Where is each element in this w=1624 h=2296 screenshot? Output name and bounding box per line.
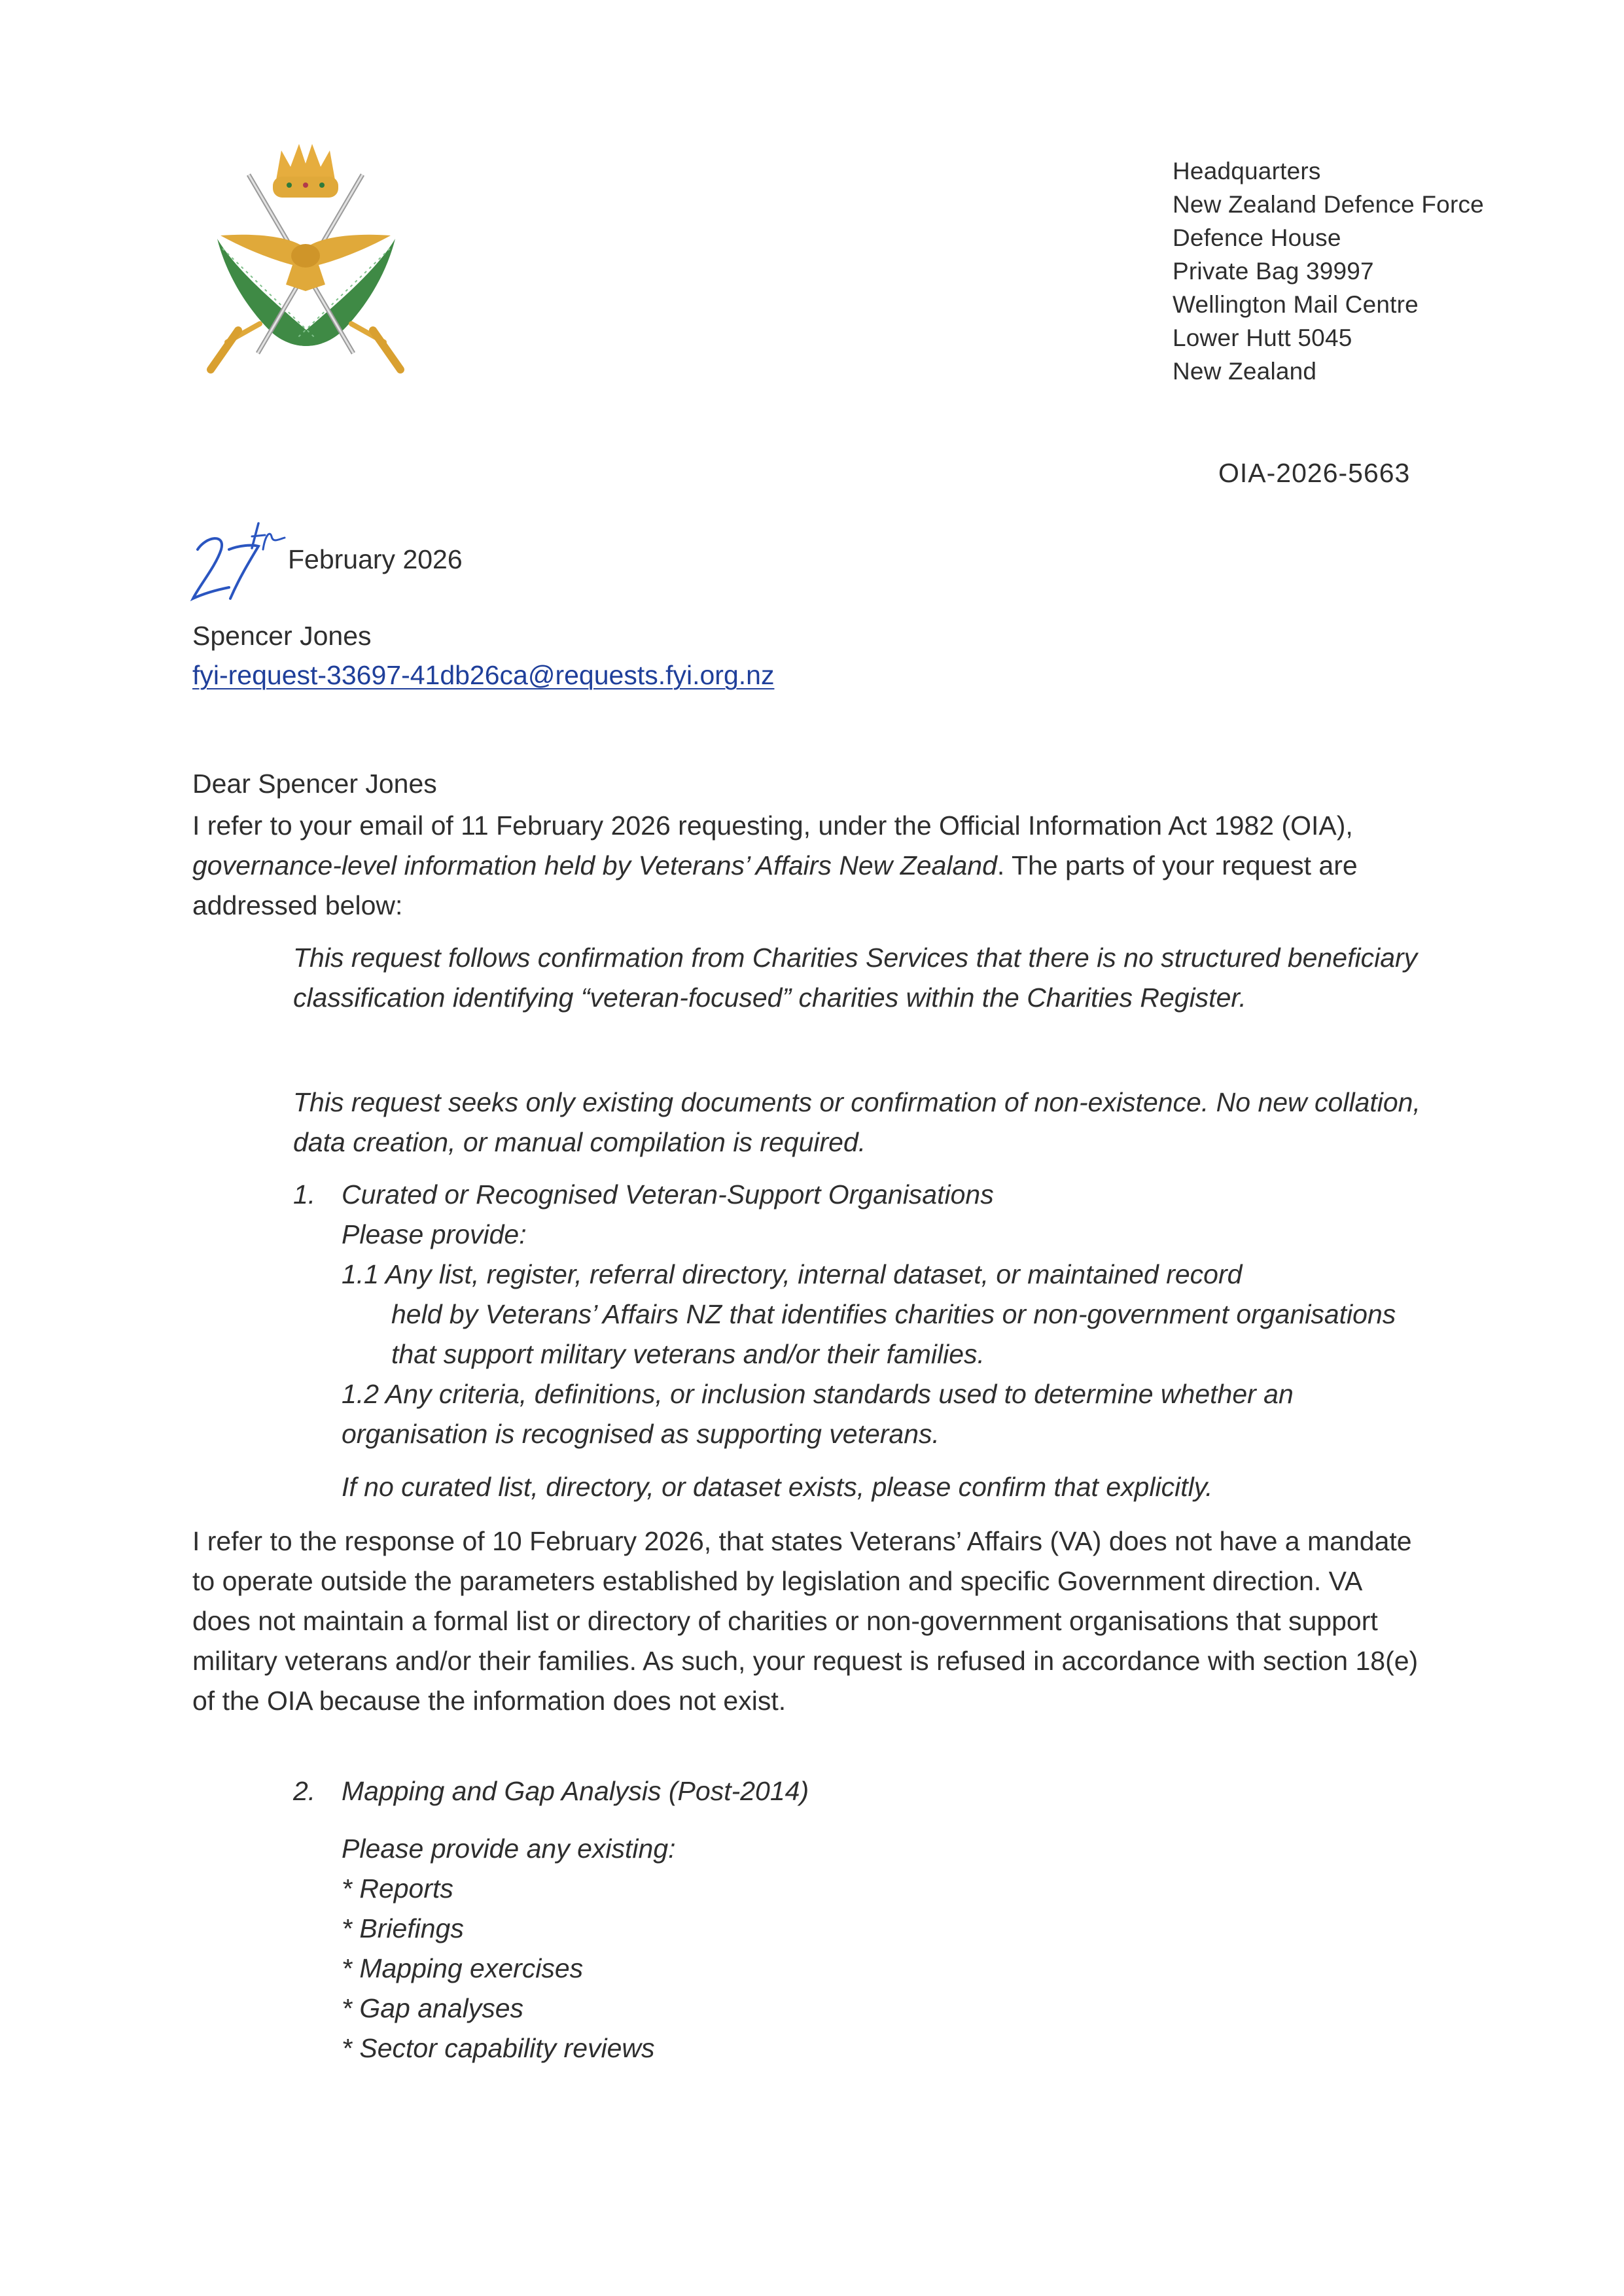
requested-documents-list [293, 1869, 1405, 2068]
quoted-request-paragraph: This request follows confirmation from Charities Services that there is no structured beneficiary classification identifying “veteran-focused” charities within the Charities Register. [293, 943, 1418, 1013]
address-line: Private Bag 39997 [1173, 258, 1374, 285]
sub-item-1-2 [293, 1374, 1445, 1454]
sub-item-text: Any list, register, referral directory, internal dataset, or maintained record [385, 1259, 1243, 1289]
address-line: Defence House [1173, 224, 1341, 251]
recipient-name: Spencer Jones [192, 621, 372, 651]
salutation: Dear Spencer Jones [192, 769, 437, 799]
quoted-request-paragraph: This request seeks only existing documents or confirmation of non-existence. No new collation, data creation, or manual compilation is required. [293, 1087, 1421, 1157]
intro-italic-text: governance-level information held by Veterans’ Affairs New Zealand [192, 850, 997, 880]
intro-text: I refer to your email of 11 February 2026 requesting, under the Official Information Act 1982 (OIA), [192, 810, 1353, 841]
address-line: Lower Hutt 5045 [1173, 324, 1352, 351]
list-item: * Sector capability reviews [342, 2033, 655, 2063]
sub-item-number: 1.2 [342, 1379, 379, 1409]
item-lead: Please provide any existing: [342, 1834, 676, 1864]
letter-date [190, 517, 582, 608]
request-item-2 [293, 1771, 1405, 2068]
sub-item-continuation: held by Veterans’ Affairs NZ that identifies charities or non-government organisations that support military veterans and/or their families. [391, 1299, 1396, 1369]
list-item: * Mapping exercises [342, 1953, 584, 1983]
nzdf-crest-icon [191, 134, 420, 379]
address-line: New Zealand [1173, 358, 1317, 385]
handwritten-day-27th [190, 517, 301, 608]
address-line: Wellington Mail Centre [1173, 291, 1419, 318]
sub-item-number: 1.1 [342, 1259, 379, 1289]
sender-address [1173, 154, 1484, 388]
sub-item-text: Any criteria, definitions, or inclusion standards used to determine whether an organisation is recognised as supporting veterans. [342, 1379, 1294, 1449]
list-item: * Gap analyses [342, 1993, 524, 2023]
reference-number: OIA-2026-5663 [1218, 458, 1411, 488]
item-number: 1. [293, 1179, 316, 1209]
confirm-request: If no curated list, directory, or dataset exists, please confirm that explicitly. [342, 1472, 1213, 1502]
intro-paragraph [192, 806, 1422, 926]
list-item: * Reports [342, 1873, 453, 1904]
item-number: 2. [293, 1776, 316, 1806]
item-title: Curated or Recognised Veteran-Support Organisations [342, 1179, 994, 1209]
sub-item-1-1 [293, 1255, 1445, 1295]
item-lead: Please provide: [342, 1219, 527, 1249]
address-line: New Zealand Defence Force [1173, 191, 1484, 218]
date-month-year: February 2026 [288, 544, 463, 574]
item-title: Mapping and Gap Analysis (Post-2014) [342, 1776, 809, 1806]
response-paragraph: I refer to the response of 10 February 2026, that states Veterans’ Affairs (VA) does not have a mandate to operate outside the parameters established by legislation and specific Government direction. VA does not maintain a formal list or directory of charities or non-government organisations that support military veterans and/or their families. As such, your request is refused in accordance with section 18(e) of the OIA because the information does not exist. [192, 1526, 1419, 1716]
recipient-block [192, 616, 774, 695]
address-line: Headquarters [1173, 158, 1321, 184]
recipient-email-link[interactable]: fyi-request-33697-41db26ca@requests.fyi.org.nz [192, 660, 775, 690]
intro-text-end: . The parts of your request are addressed below: [192, 850, 1358, 920]
list-item: * Briefings [342, 1913, 464, 1943]
request-item-1 [293, 1175, 1445, 1507]
